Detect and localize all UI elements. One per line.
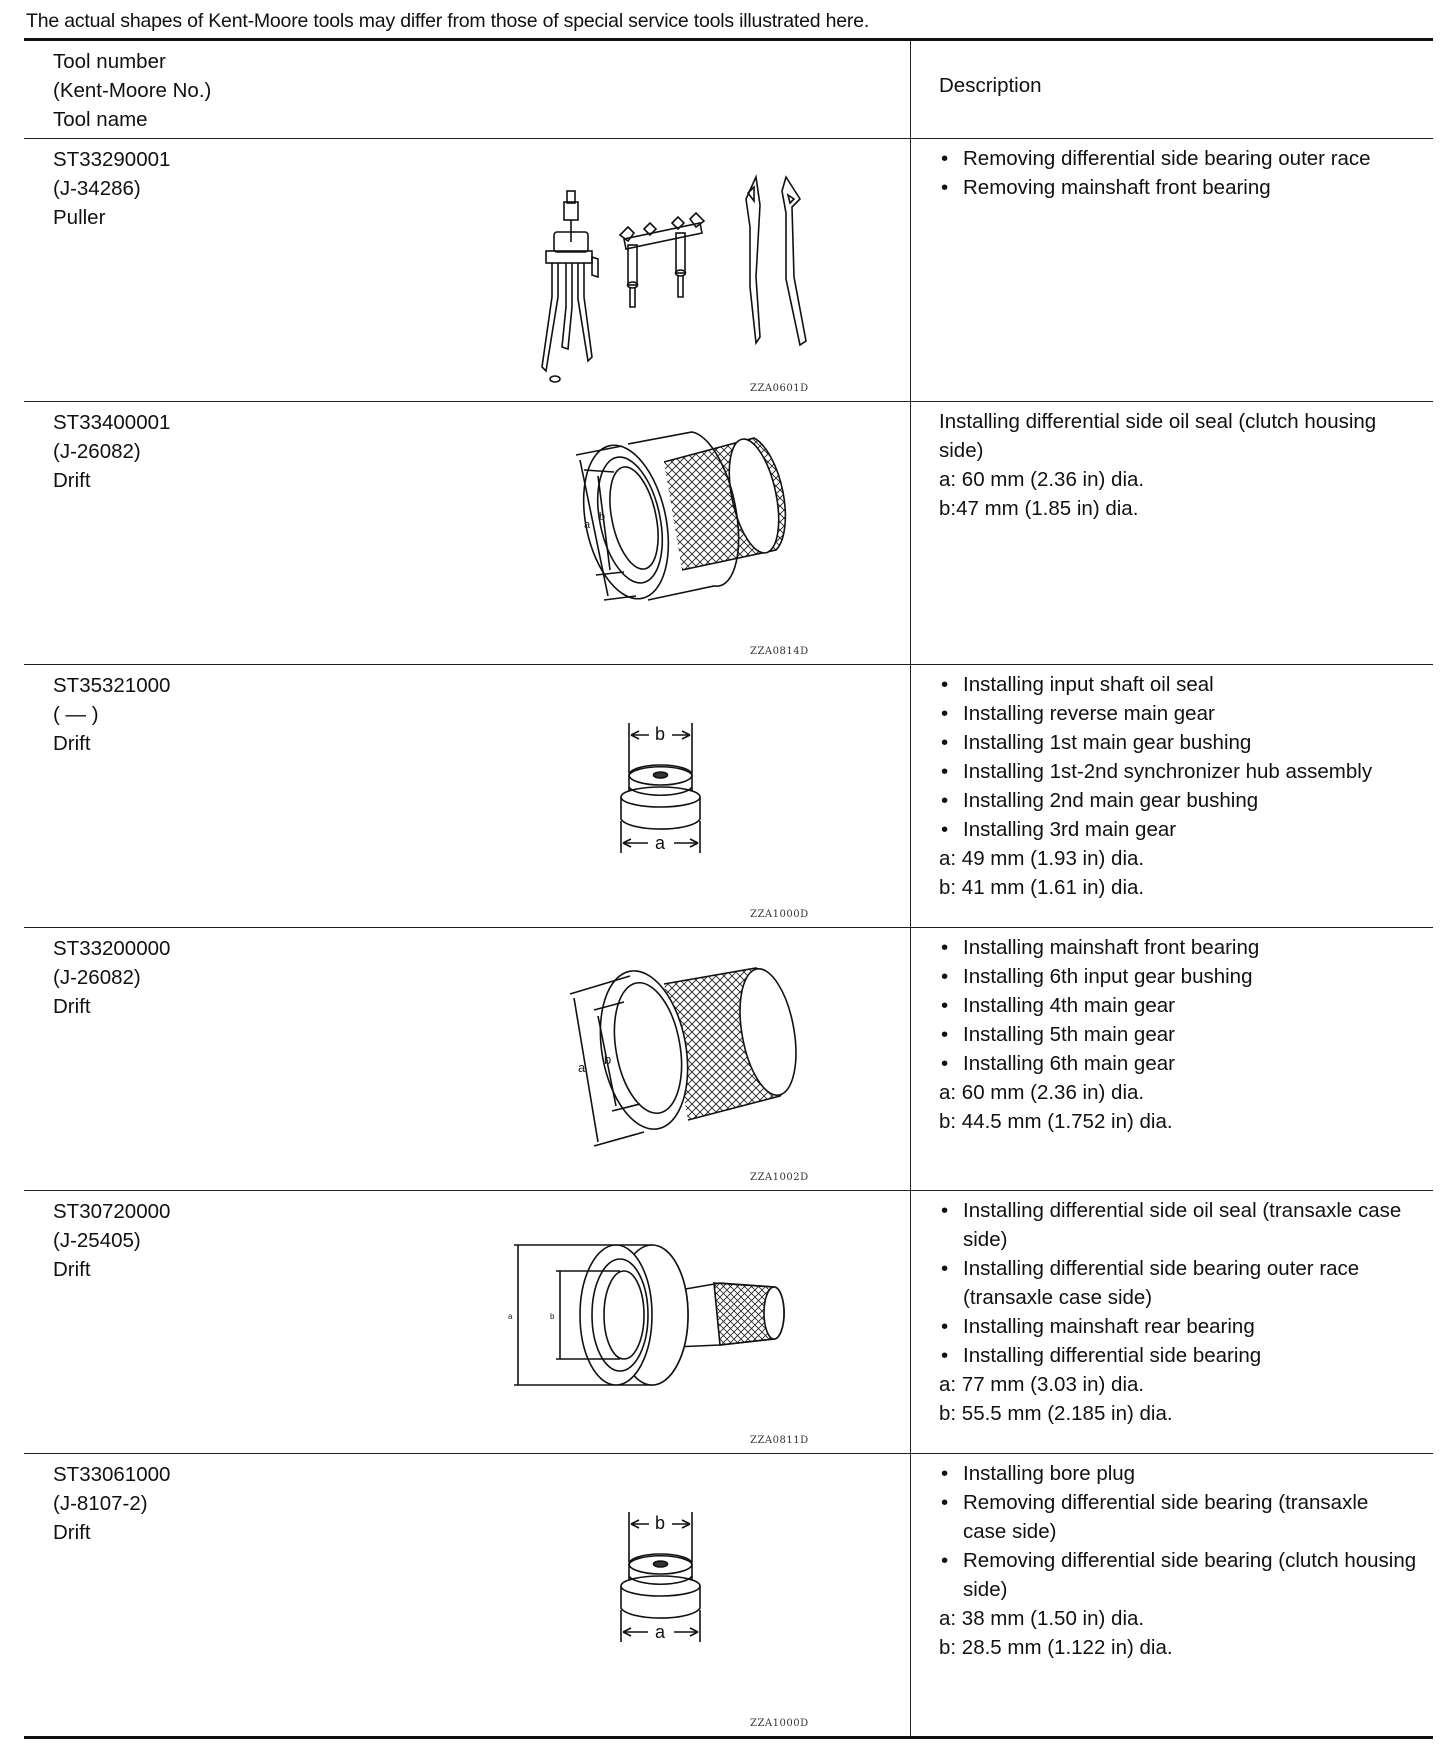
dimension-label-b: b — [550, 1312, 555, 1321]
tool-name: Drift — [53, 1521, 91, 1544]
tool-name: Puller — [53, 206, 106, 229]
description-bullet: • Installing reverse main gear — [939, 699, 1417, 728]
table-row — [24, 928, 1433, 1191]
tool-kent-moore: (J-25405) — [53, 1229, 141, 1252]
description-bullet: • Installing 6th main gear — [939, 1049, 1417, 1078]
dimension-b: b: 28.5 mm (1.122 in) dia. — [939, 1636, 1173, 1659]
dimension-label-a: a — [655, 833, 666, 853]
tool-cell — [24, 402, 911, 665]
description-bullet: • Removing mainshaft front bearing — [939, 173, 1417, 202]
description-bullet: • Installing 6th input gear bushing — [939, 962, 1417, 991]
description-bullet: • Installing mainshaft front bearing — [939, 933, 1417, 962]
tool-number: ST33200000 — [53, 937, 171, 960]
tool-name: Drift — [53, 469, 91, 492]
description-text: Installing differential side oil seal (clutch housing side) — [939, 410, 1377, 462]
disclaimer-note: The actual shapes of Kent-Moore tools may differ from those of special service tools illustrated here. — [26, 10, 870, 32]
dimension-a: a: 60 mm (2.36 in) dia. — [939, 468, 1145, 491]
description-cell — [911, 1454, 1434, 1738]
description-bullet: • Installing 2nd main gear bushing — [939, 786, 1417, 815]
description-bullet: • Removing differential side bearing outer race — [939, 144, 1417, 173]
figure-code: ZZA1000D — [750, 909, 809, 920]
table-row — [24, 139, 1433, 402]
dimension-label-a: a — [578, 1060, 586, 1075]
tool-name: Drift — [53, 1258, 91, 1281]
description-bullet: • Installing bore plug — [939, 1459, 1417, 1488]
table-row — [24, 402, 1433, 665]
dimension-b: b: 41 mm (1.61 in) dia. — [939, 876, 1145, 899]
description-bullet: • Installing 1st-2nd synchronizer hub assembly — [939, 757, 1417, 786]
figure-code: ZZA1002D — [750, 1172, 809, 1183]
dimension-label-b: b — [599, 511, 606, 523]
dimension-label-b: b — [655, 724, 666, 744]
description-bullet: • Installing differential side bearing outer race (transaxle case side) — [939, 1254, 1417, 1312]
tool-number: ST33061000 — [53, 1463, 171, 1486]
table-row — [24, 1191, 1433, 1454]
tool-cell — [24, 1191, 911, 1454]
dimension-a: a: 38 mm (1.50 in) dia. — [939, 1607, 1145, 1630]
description-bullet: • Installing input shaft oil seal — [939, 670, 1417, 699]
description-bullet: • Installing 1st main gear bushing — [939, 728, 1417, 757]
description-cell — [911, 1191, 1434, 1454]
description-bullet: • Installing differential side bearing — [939, 1341, 1417, 1370]
tool-kent-moore: (J-26082) — [53, 440, 141, 463]
dimension-label-a: a — [584, 519, 591, 531]
dimension-b: b: 55.5 mm (2.185 in) dia. — [939, 1402, 1173, 1425]
dimension-b: b: 44.5 mm (1.752 in) dia. — [939, 1110, 1173, 1133]
header-tool-cell — [24, 40, 911, 139]
tool-number: ST30720000 — [53, 1200, 171, 1223]
table-header-row — [24, 40, 1433, 139]
header-description: Description — [939, 74, 1042, 97]
description-bullet: • Installing 5th main gear — [939, 1020, 1417, 1049]
dimension-label-b: b — [604, 1052, 612, 1067]
dimension-label-a: a — [508, 1312, 513, 1321]
dimension-b: b:47 mm (1.85 in) dia. — [939, 497, 1139, 520]
figure-code: ZZA0814D — [750, 646, 809, 657]
figure-code: ZZA0601D — [750, 383, 809, 394]
drift-illustration — [508, 1199, 854, 1449]
table-row — [24, 665, 1433, 928]
dimension-a: a: 77 mm (3.03 in) dia. — [939, 1373, 1145, 1396]
description-bullet: • Installing 4th main gear — [939, 991, 1417, 1020]
tool-number: ST35321000 — [53, 674, 171, 697]
description-cell — [911, 928, 1434, 1191]
description-bullet: • Installing 3rd main gear — [939, 815, 1417, 844]
table-row — [24, 1454, 1433, 1738]
description-bullet: • Removing differential side bearing (transaxle case side) — [939, 1488, 1417, 1546]
header-tool-number: Tool number — [53, 50, 166, 73]
tool-name: Drift — [53, 732, 91, 755]
description-bullet: • Installing differential side oil seal (transaxle case side) — [939, 1196, 1417, 1254]
header-tool-name: Tool name — [53, 108, 148, 131]
tool-kent-moore: (J-34286) — [53, 177, 141, 200]
tool-number: ST33290001 — [53, 148, 171, 171]
header-kent-moore: (Kent-Moore No.) — [53, 79, 212, 102]
drift-illustration — [524, 410, 854, 660]
description-cell — [911, 139, 1434, 402]
tool-cell — [24, 139, 911, 402]
dimension-a: a: 49 mm (1.93 in) dia. — [939, 847, 1145, 870]
dimension-label-b: b — [655, 1513, 666, 1533]
description-cell — [911, 665, 1434, 928]
drift-illustration — [524, 1482, 854, 1732]
special-service-tools-table — [24, 38, 1433, 1739]
tool-kent-moore: (J-8107-2) — [53, 1492, 148, 1515]
dimension-a: a: 60 mm (2.36 in) dia. — [939, 1081, 1145, 1104]
figure-code: ZZA1000D — [750, 1718, 809, 1729]
dimension-label-a: a — [655, 1622, 666, 1642]
tool-cell — [24, 928, 911, 1191]
description-bullet: • Removing differential side bearing (clutch housing side) — [939, 1546, 1417, 1604]
description-bullet: • Installing mainshaft rear bearing — [939, 1312, 1417, 1341]
figure-code: ZZA0811D — [750, 1435, 809, 1446]
tool-cell — [24, 665, 911, 928]
tool-number: ST33400001 — [53, 411, 171, 434]
tool-cell — [24, 1454, 911, 1738]
tool-kent-moore: (J-26082) — [53, 966, 141, 989]
header-description-cell — [911, 40, 1434, 139]
drift-illustration — [524, 673, 854, 923]
drift-illustration — [524, 936, 854, 1186]
tool-kent-moore: ( — ) — [53, 703, 99, 726]
description-cell — [911, 402, 1434, 665]
puller-illustration — [524, 147, 854, 397]
tool-name: Drift — [53, 995, 91, 1018]
